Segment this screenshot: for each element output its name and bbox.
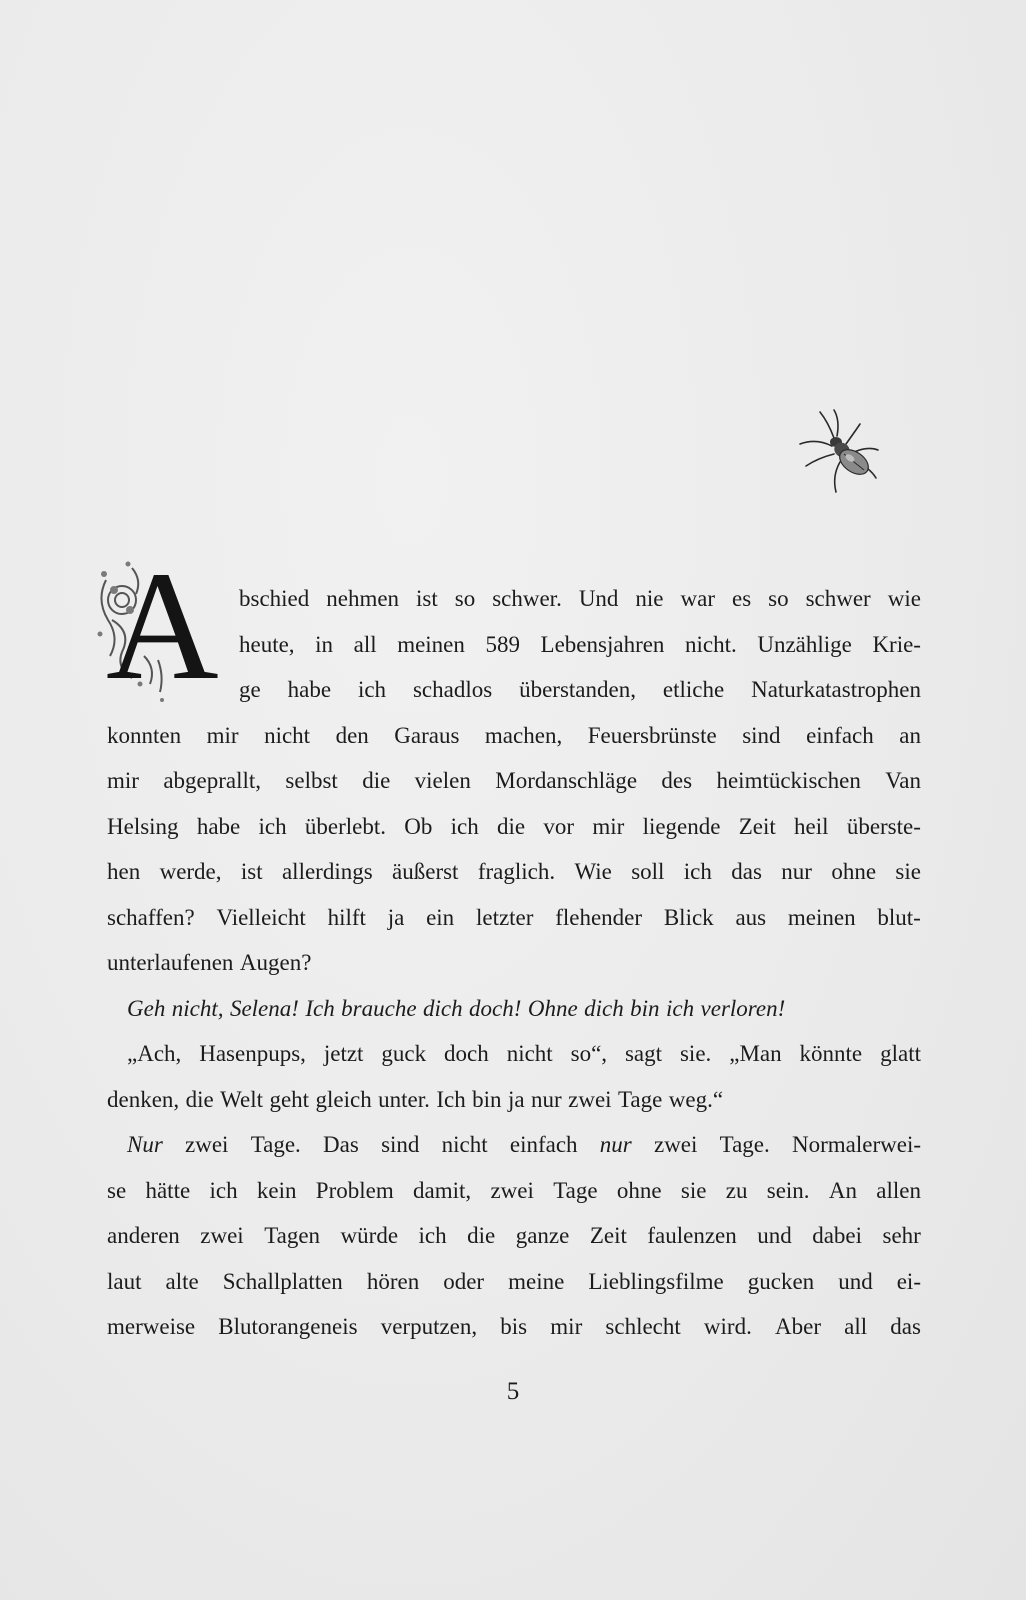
word: und (838, 1268, 873, 1294)
word: ein (426, 904, 455, 930)
word: weg.“ (668, 1086, 724, 1112)
word: so“, (570, 1041, 608, 1066)
word: abgeprallt, (163, 768, 262, 793)
word: Ich (305, 995, 335, 1021)
text-line (107, 804, 921, 850)
word: es (731, 586, 752, 611)
word: wird. (703, 1314, 752, 1339)
word: ich (209, 1177, 238, 1203)
word: habe (287, 677, 332, 702)
word: nicht (264, 722, 311, 748)
text-line (107, 849, 921, 895)
word: Helsing (107, 813, 179, 839)
word: schlecht (605, 1314, 681, 1339)
word: merweise (107, 1314, 196, 1339)
word: äußerst (392, 859, 459, 884)
beetle-illustration (790, 408, 890, 498)
word: vielen (414, 768, 471, 793)
word: zwei (490, 1177, 534, 1203)
word: ich (258, 813, 287, 839)
word: heimtückischen (716, 768, 861, 793)
word: soll (631, 859, 665, 884)
word: mir (206, 722, 239, 748)
text-line (107, 986, 921, 1032)
word: Tage (553, 1177, 598, 1203)
word: bis (500, 1314, 528, 1339)
word: schaffen? (107, 904, 195, 930)
text-line (107, 1259, 921, 1305)
word: sind (742, 722, 781, 748)
word: Naturkatastrophen (751, 677, 921, 702)
word: kein (256, 1177, 297, 1203)
word: liegende (642, 813, 721, 839)
word: Tage (617, 1086, 663, 1112)
word: die (362, 768, 391, 793)
word: anderen (107, 1223, 180, 1248)
word: ohne (616, 1177, 662, 1203)
word: vor (543, 813, 575, 839)
word: in (315, 631, 334, 657)
word: Nur (127, 1132, 163, 1157)
word: heil (794, 813, 829, 839)
word: sehr (882, 1223, 921, 1248)
word: den (335, 722, 369, 748)
word: wie (887, 586, 921, 611)
word: unterlaufenen (107, 950, 234, 975)
word: blut- (877, 904, 921, 930)
word: einfach (806, 722, 874, 748)
word: dich (422, 995, 463, 1021)
word: An (828, 1177, 857, 1203)
word: Lieblingsfilme (588, 1268, 724, 1294)
body-text (107, 576, 921, 1350)
word: sein. (766, 1177, 810, 1203)
word: „Ach, (127, 1041, 182, 1066)
word: glatt (880, 1041, 921, 1066)
word: die (185, 1086, 214, 1112)
text-line (107, 1213, 921, 1259)
word: ist (240, 859, 263, 884)
word: laut (107, 1268, 142, 1294)
word: nehmen (326, 586, 400, 611)
word: nicht. (685, 631, 737, 657)
text-line (107, 576, 921, 622)
word: bin (472, 1086, 502, 1112)
word: Schallplatten (222, 1268, 343, 1294)
word: Hasenpups, (199, 1041, 306, 1066)
word: Geh (127, 995, 166, 1021)
word: sie. (679, 1041, 712, 1066)
drop-cap-letter: A (106, 539, 219, 712)
word: selbst (285, 768, 338, 793)
text-line (107, 713, 921, 759)
word: allen (876, 1177, 921, 1203)
word: nie (635, 586, 664, 611)
word: Tage. (719, 1132, 770, 1157)
word: „Man (729, 1041, 782, 1066)
word: schadlos (412, 677, 493, 702)
word: sie (895, 859, 921, 884)
word: könnte (799, 1041, 863, 1066)
text-line (107, 667, 921, 713)
word: hören (366, 1268, 420, 1294)
word: all (844, 1314, 868, 1339)
word: damit, (413, 1177, 472, 1203)
word: zwei (653, 1132, 698, 1157)
word: würde (340, 1223, 399, 1248)
word: Und (578, 586, 619, 611)
word: Van (885, 768, 921, 793)
word: überlebt. (304, 813, 386, 839)
word: unter. (378, 1086, 430, 1112)
word: ei- (896, 1268, 921, 1294)
word: verputzen, (380, 1314, 478, 1339)
word: meinen (397, 631, 465, 657)
word: des (661, 768, 693, 793)
word: ganze (515, 1223, 570, 1248)
word: Garaus (394, 722, 460, 748)
word: schwer (805, 586, 871, 611)
word: zwei (185, 1132, 229, 1157)
word: ich (683, 859, 712, 884)
text-line (107, 895, 921, 941)
word: Blutorangeneis (218, 1314, 358, 1339)
word: meine (508, 1268, 565, 1294)
word: an (899, 722, 921, 748)
word: Tage. (250, 1132, 301, 1157)
text-line (107, 1168, 921, 1214)
word: ge (239, 677, 261, 702)
word: hen (107, 859, 141, 884)
word: bin (630, 995, 660, 1021)
word: nicht (506, 1041, 553, 1066)
word: die (467, 1223, 496, 1248)
word: ohne (831, 859, 877, 884)
word: ist (416, 586, 438, 611)
word: Aber (775, 1314, 821, 1339)
word: oder (443, 1268, 485, 1294)
word: dabei (812, 1223, 863, 1248)
word: 589 (485, 631, 520, 657)
word: aus (735, 904, 767, 930)
word: Mordanschläge (495, 768, 638, 793)
word: nur (781, 859, 812, 884)
word: nicht (441, 1132, 488, 1157)
word: so (454, 586, 476, 611)
word: Das (323, 1132, 359, 1157)
word: habe (196, 813, 241, 839)
text-line (107, 1077, 921, 1123)
word: konnten (107, 722, 182, 748)
text-line (107, 1304, 921, 1350)
word: zwei (200, 1223, 244, 1248)
word: überstanden, (519, 677, 636, 702)
word: alte (165, 1268, 199, 1294)
text-line (107, 622, 921, 668)
word: fraglich. (477, 859, 556, 884)
word: bschied (239, 586, 310, 611)
word: schwer. (492, 586, 562, 611)
word: zwei (568, 1086, 612, 1112)
word: Blick (663, 904, 714, 930)
word: zu (725, 1177, 748, 1203)
word: sind (381, 1132, 420, 1157)
word: se (107, 1177, 127, 1203)
word: machen, (484, 722, 563, 748)
word: sie (680, 1177, 707, 1203)
text-line (107, 1031, 921, 1077)
word: ich (665, 995, 695, 1021)
word: Vielleicht (216, 904, 306, 930)
word: doch (444, 1041, 489, 1066)
page-number: 5 (506, 1378, 520, 1405)
word: Zeit (589, 1223, 627, 1248)
word: hilft (327, 904, 366, 930)
word: so (768, 586, 789, 611)
word: geht (269, 1086, 310, 1112)
word: war (680, 586, 715, 611)
word: Augen? (239, 950, 312, 975)
word: brauche (341, 995, 417, 1021)
word: allerdings (281, 859, 373, 884)
word: Wie (574, 859, 612, 884)
word: Normalerwei- (792, 1132, 921, 1157)
word: nur (599, 1132, 632, 1157)
word: meinen (787, 904, 856, 930)
word: mir (592, 813, 625, 839)
word: verloren! (700, 995, 786, 1021)
word: Krie- (872, 631, 921, 657)
word: Feuersbrünste (587, 722, 717, 748)
word: Selena! (229, 995, 299, 1021)
text-line (107, 1122, 921, 1168)
word: doch! (469, 995, 522, 1021)
word: das (890, 1314, 921, 1339)
word: flehender (555, 904, 643, 930)
text-line (107, 940, 921, 986)
word: sagt (624, 1041, 663, 1066)
word: ich (418, 1223, 447, 1248)
word: dich (584, 995, 624, 1021)
word: nicht, (171, 995, 224, 1021)
word: und (757, 1223, 792, 1248)
word: ja (507, 1086, 525, 1112)
word: guck (381, 1041, 427, 1066)
word: Unzählige (757, 631, 852, 657)
word: ich (450, 813, 479, 839)
word: Lebensjahren (540, 631, 665, 657)
word: gucken (747, 1268, 815, 1294)
word: Ob (404, 813, 433, 839)
word: nur (531, 1086, 562, 1112)
word: ich (357, 677, 387, 702)
word: etliche (662, 677, 725, 702)
word: überste- (846, 813, 921, 839)
word: einfach (509, 1132, 578, 1157)
word: jetzt (323, 1041, 364, 1066)
word: Tagen (264, 1223, 321, 1248)
word: werde, (159, 859, 222, 884)
word: letzter (475, 904, 534, 930)
word: mir (107, 768, 139, 793)
word: gleich (315, 1086, 372, 1112)
word: denken, (107, 1086, 180, 1112)
word: die (497, 813, 526, 839)
word: Welt (220, 1086, 264, 1112)
word: all (353, 631, 377, 657)
word: Ohne (527, 995, 578, 1021)
text-line (107, 758, 921, 804)
word: Ich (436, 1086, 466, 1112)
word: Problem (315, 1177, 394, 1203)
word: faulenzen (647, 1223, 737, 1248)
word: das (731, 859, 762, 884)
word: Zeit (738, 813, 776, 839)
word: heute, (239, 631, 295, 657)
word: mir (550, 1314, 583, 1339)
word: hätte (145, 1177, 191, 1203)
word: ja (387, 904, 405, 930)
